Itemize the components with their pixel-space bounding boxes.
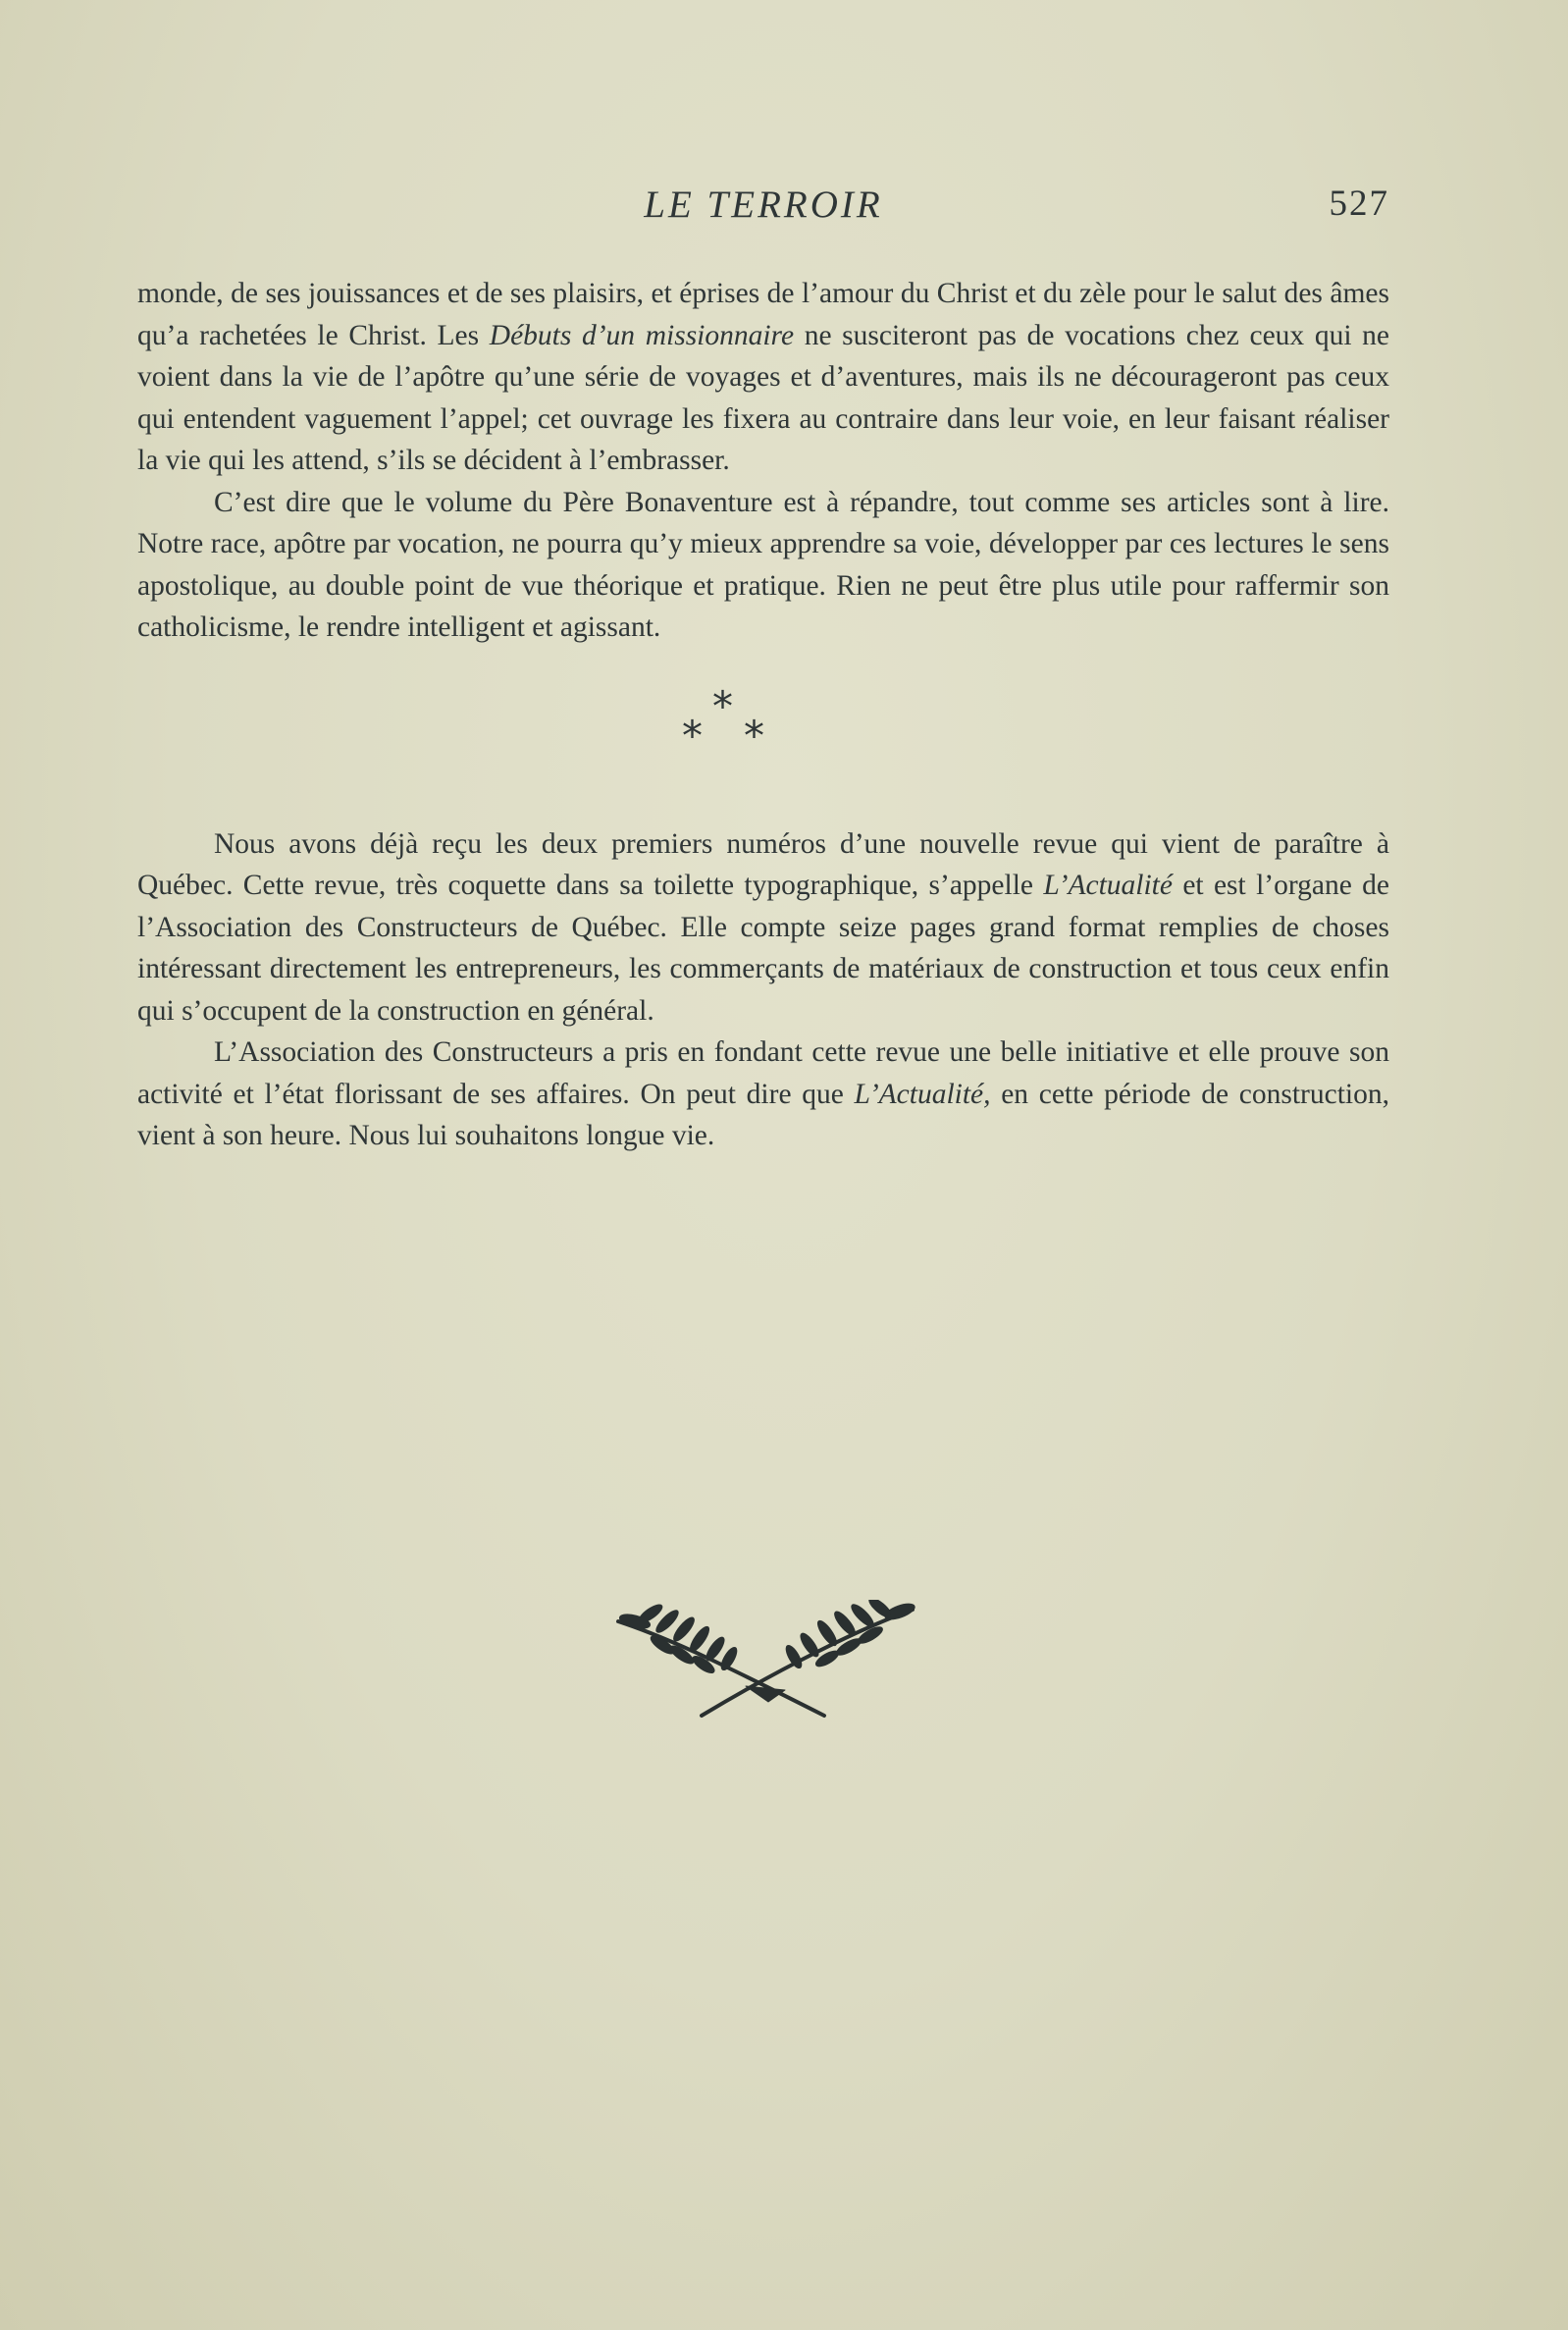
section-asterism	[137, 681, 1389, 823]
text-run: L’Association des Constructeurs a pris en fondant cette revue une belle initiative et elle prouve son activité et l’état florissant de ses affaires. On peut dire que	[137, 1036, 1389, 1110]
text-run: en cette période de construction, vient à son heure. Nous lui souhaitons longue vie.	[137, 1078, 1389, 1151]
text-run: et est l’organe de l’Association des Constructeurs de Québec. Elle compte seize pages grand format remplies de choses intéressant directement les entrepreneurs, les commerçants de matériaux de construction et tous ceux enfin qui s’occupent de la construction en général.	[137, 870, 1389, 1027]
paragraph	[137, 823, 1389, 1033]
journal-title: LE TERROIR	[644, 184, 883, 226]
text-run: C’est dire que le volume du Père Bonaventure est à répandre, tout comme ses articles sont à lire. Notre race, apôtre par vocation, ne pourra qu’y mieux apprendre sa voie, développer par ces lectures le sens apostolique, au double point de vue théorique et pratique. Rien ne peut être plus utile pour raffermir son catholicisme, le rendre intelligent et agissant.	[137, 486, 1389, 643]
asterisk: *	[682, 711, 703, 760]
italic-title: L’Actualité,	[854, 1078, 991, 1110]
text-run: ne susciteront pas de vocations chez ceux qui ne voient dans la vie de l’apôtre qu’une série de voyages et d’aventures, mais ils ne décourageront pas ceux qui entendent vaguement l’appel; cet ouvrage les fixera au contraire dans leur voie, en leur faisant réaliser la vie qui les attend, s’ils se décident à l’embrasser.	[137, 319, 1390, 476]
asterisk: *	[744, 711, 764, 760]
text-run: monde, de ses jouissances et de ses plaisirs, et éprises de l’amour du Christ et du zèle pour le salut des âmes qu’a rachetées le Christ. Les	[137, 278, 1389, 351]
running-head	[137, 175, 1389, 234]
article-body	[137, 273, 1389, 1157]
paragraph	[137, 482, 1389, 649]
page-number: 527	[1329, 184, 1389, 224]
italic-title: L’Actualité	[1043, 870, 1173, 901]
italic-title: Débuts d’un missionnaire	[489, 319, 795, 351]
paragraph	[137, 273, 1389, 482]
asterisk: *	[712, 681, 733, 730]
text-run: Nous avons déjà reçu les deux premiers numéros d’une nouvelle revue qui vient de paraître à Québec. Cette revue, très coquette dans sa toilette typographique, s’appelle	[137, 827, 1389, 901]
paragraph	[137, 1032, 1389, 1157]
laurel-branches-ornament-icon	[613, 1600, 917, 1722]
